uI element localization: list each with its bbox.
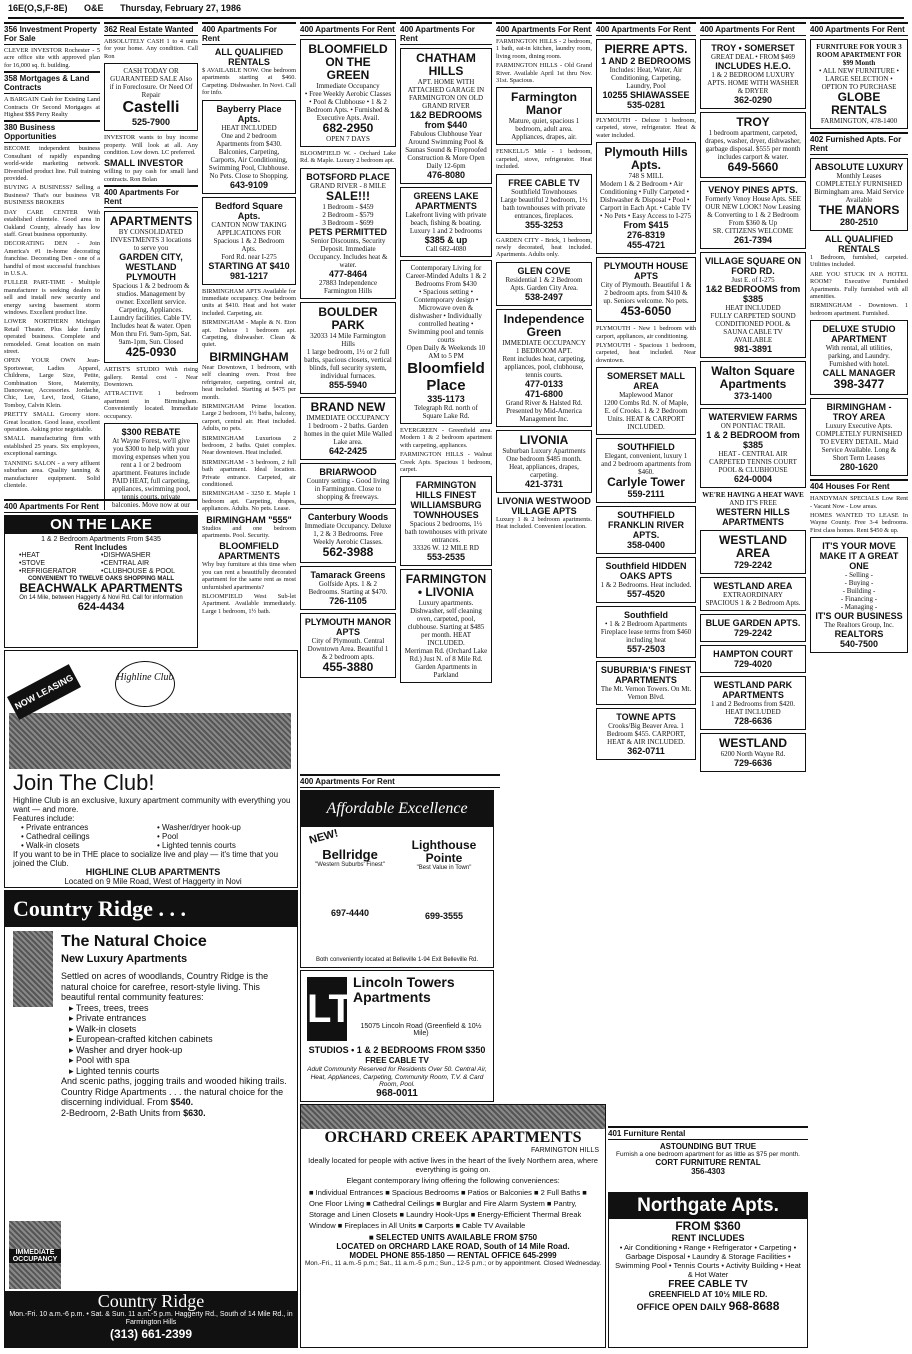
orchard-creek-illustration — [301, 1105, 605, 1129]
orchard-creek-ad: ORCHARD CREEK APARTMENTS FARMINGTON HILLS Ideally located for people with active lives in the heart of the lively Northern area, where everything is going on. Elegant contemporary living offering the following conveniences: ■ Individual Entrances ■ Spacious Bedrooms ■ Patios or Balconies ■ 2 Full Baths ■ One Floor Living ■ Cathedral Ceilings ■ Burglar and Fire Alarm System ■ Pantry, Storage and Linen Closets ■ Laundry Hook-Ups ■ Energy-Efficient Thermal Break Window ■ Fireplaces in All Units ■ Carports ■ Cable TV Available ■ SELECTED UNITS AVAILABLE FROM $750 LOCATED on ORCHARD LAKE ROAD, South of 14 Mile Road. MODEL PHONE 855-1850 — RENTAL OFFICE 645-2999 Mon.-Fri., 11 a.m.-5 p.m.; Sat., 11 a.m.-5 p.m.; Sun., 12-5 p.m.; or by appointment. Closed Wednesday. — [300, 1104, 606, 1348]
issue-date: Thursday, February 27, 1986 — [120, 3, 241, 13]
plymouth-hills-ad: Plymouth Hills Apts. 748 S MILL Modern 1 & 2 Bedroom • Air Conditioning • Fully Carpeted • Dishwasher & Disposal • Pool • Carport in Each Apt. • Cable TV • No Pets • Easy Access to I-275 From $415 276-8319 455-4721 — [596, 142, 696, 254]
highline-features: • Private entrances • Washer/dryer hook-up • Cathedral ceilings • Pool • Walk-in closets • Lighted tennis courts — [21, 823, 241, 850]
classified-ad: 1 Bedroom, furnished, carpeted. Utilities included. — [810, 254, 908, 269]
classified-ad: Luxury 1 & 2 bedroom apartments. Heat included. Convenient location. — [496, 515, 592, 531]
manors-ad: ABSOLUTE LUXURY Monthly Leases COMPLETELY FURNISHED Birmingham area. Maid Service Available THE MANORS 280-2510 — [810, 158, 908, 231]
classified-ad: DECORATING DEN - Join America's #1 in-home decorating franchise. Decorating Den - one of a handful of most successful franchises in U.S.A. — [4, 240, 100, 277]
briarwood-ad: BRIARWOOD Country setting - Good living in Farmington. Close to shopping & freeways. — [300, 463, 396, 505]
classified-ad: SMALL manufacturing firm with established 25 years. Six employees, exceptional earnings. — [4, 435, 100, 458]
bedford-square-ad: Bedford Square Apts. CANTON NOW TAKING APPLICATIONS FOR Spacious 1 & 2 Bedroom Apts. Ford Rd. near I-275 STARTING AT $410 981-1217 — [202, 197, 296, 285]
building-photo — [9, 713, 291, 769]
lincoln-towers-logo: LT — [307, 977, 347, 1041]
ad-heading: BIRMINGHAM "555" — [206, 514, 292, 525]
section-heading: 400 Apartments For Rent — [300, 22, 396, 36]
westland-wayne-ad: WESTLAND 6200 North Wayne Rd. 729-6636 — [700, 733, 806, 772]
plymouth-manor-ad: PLYMOUTH MANOR APTS City of Plymouth. Central Downtown Area. Beautiful 1 & 2 bedroom apts. 455-3880 — [300, 613, 396, 678]
section-heading: 400 Apartments For Rent — [596, 22, 696, 36]
classified-ad: INVESTOR wants to buy income property. Will look at all. Any condition. Low down. LC preferred. — [104, 134, 198, 157]
westland-extraordinary-ad: WESTLAND AREA EXTRAORDINARY SPACIOUS 1 & 2 Bedroom Apts. — [700, 577, 806, 611]
ad-heading: ALL QUALIFIED RENTALS — [824, 234, 894, 254]
deluxe-studio-ad: DELUXE STUDIO APARTMENT With rental, all utilities, parking, and Laundry. Furnished with hotel. CALL MANAGER 398-3477 — [810, 320, 908, 395]
highline-club-ad: Highline Club NOW LEASING Join The Club! Highline Club is an exclusive, luxury apartment community with everything you want — and more. Features include: • Private entrances • Washer/dryer hook-up • Cathedral ceilings • Pool • Walk-in closets • Lighted tennis courts If you want to be in THE place to socialize live and play — it's time that you joined the Club. HIGHLINE CLUB APARTMENTS Located on 9 Mile Road, West of Haggerty in Novi — [4, 650, 298, 888]
beachwalk-ad: ON THE LAKE 1 & 2 Bedroom Apartments From $435 Rent Includes •HEAT •DISHWASHER •STOVE •CENTRAL AIR •REFRIGERATOR •CLUBHOUSE & POOL CONVENIENT TO TWELVE OAKS SHOPPING MALL BEACHWALK APARTMENTS On 14 Mile, between Haggerty & Novi Rd. Call for information 624-4434 — [4, 515, 198, 648]
independence-green-ad: Independence Green IMMEDIATE OCCUPANCY 1 BEDROOM APT. Rent includes heat, carpeting, appliances, pool, clubhouse, tennis courts. 477-0133 471-6800 Grand River & Halsted Rd. Presented by Mid-America Management Inc. — [496, 309, 592, 427]
bloomfield-place-ad: Contemporary Living for Career-Minded Adults 1 & 2 Bedrooms From $430 • Spacious setting • Contemporary design • Microwave oven & dishwasher • Individually controlled heating • Swimming pool and tennis courts Open Daily & Weekends 10 AM to 5 PM Bloomfield Place 335-1173 Telegraph Rd. north of Square Lake Rd. — [400, 260, 492, 424]
classified-ad: CLEVER INVESTOR Rochester - 5 acre office site with approved plan for 16,000 sq. ft. building. — [4, 47, 100, 69]
classified-ad: $ AVAILABLE NOW. One bedroom apartments starting at $460. Carpeting. Dishwasher. In Novi. Call for info. — [202, 67, 296, 97]
section-heading: 402 Furnished Apts. For Rent — [810, 132, 908, 155]
pierre-apts-ad: PIERRE APTS. 1 AND 2 BEDROOMS Includes: Heat, Water, Air Conditioning, Carpeting, Laundry, Pool 10255 SHIAWASSEE 535-0281 — [596, 39, 696, 114]
birmingham-troy-ad: BIRMINGHAM - TROY AREA Luxury Executive Apts. COMPLETELY FURNISHED TO EVERY DETAIL. Maid Service Available. Long & Short Term Leases 280-1620 — [810, 398, 908, 476]
bayberry-ad: Bayberry Place Apts. HEAT INCLUDED One and 2 bedroom Apartments from $430. Balconies, Carpeting, Carports, Air Conditioning, Swimming Pool, Clubhouse. No Pets. Close to Shopping. 643-9109 — [202, 100, 296, 194]
column-5 — [400, 20, 492, 790]
classified-ad: HOMES WANTED TO LEASE In Wayne County. Free 3-4 bedrooms. First class homes. Rent $450 & up. — [810, 512, 908, 534]
farmington-livonia-ad: FARMINGTON • LIVONIA Luxury apartments. Dishwasher, self cleaning oven, carpeted, pool, clubhouse. Starting at $485 per month. HEAT INCLUDED. Merriman Rd. (Orchard Lake Rd.) Just N. of 8 Mile Rd. Garden Apartments in Parkland — [400, 569, 492, 683]
classified-ad: HANDYMAN SPECIALS Low Rent - Vacant Now - Low areas. — [810, 495, 908, 510]
section-heading: 400 Apartments For Rent — [700, 22, 806, 36]
classified-ad: ARE YOU STUCK IN A HOTEL ROOM? Executive Furnished Apartments. Fully furnished with all amenities. — [810, 270, 908, 301]
immediate-occupancy-label: IMMEDIATE OCCUPANCY — [9, 1249, 61, 1263]
classified-ad: BIRMINGHAM APTS Available for immediate occupancy. One bedroom units at $410. Heat and hot water included. Carpeting, air. — [202, 287, 296, 317]
classified-ad: BLOOMFIELD W. - Orchard Lake Rd. & Maple. Luxury 2 bedroom apt. — [300, 150, 396, 165]
westland-park-ad: WESTLAND PARK APARTMENTS 1 and 2 Bedrooms from $420. HEAT INCLUDED 728-6636 — [700, 676, 806, 730]
southfield-ad: SOUTHFIELD Elegant, convenient, luxury 1 and 2 bedroom apartments from $460. Carlyle Tower 559-2111 — [596, 438, 696, 503]
livonia-ad: LIVONIA Suburban Luxury Apartments One bedroom $485 month. Heat, appliances, drapes, carpeting. 421-3731 — [496, 430, 592, 493]
classified-ad: PLYMOUTH - Spacious 1 bedroom, carpeted, heat included. Near downtown. — [596, 342, 696, 364]
globe-rentals-ad: FURNITURE FOR YOUR 3 ROOM APARTMENT FOR $99 Month • ALL NEW FURNITURE • LARGE SELECTION • OPTION TO PURCHASE GLOBE RENTALS FARMINGTON, 478-1400 — [810, 39, 908, 129]
column-6 — [496, 20, 592, 790]
botsford-place-ad: BOTSFORD PLACE GRAND RIVER - 8 MILE SALE!!! 1 Bedroom - $459 2 Bedroom - $579 3 Bedroom - $699 PETS PERMITTED Senior Discounts, Security Deposit. Immediate Occupancy. Includes heat & water. 477-8464 27883 Independence Farmington Hills — [300, 168, 396, 299]
brand-new-ad: BRAND NEW IMMEDIATE OCCUPANCY 1 bedroom - 2 baths. Garden homes in the quiet Mile Walled Lake area. 642-2425 — [300, 397, 396, 460]
williamsburg-townhouses-ad: FARMINGTON HILLS FINEST WILLIAMSBURG TOWNHOUSES Spacious 2 bedrooms, 1½ bath townhouses with private entrances. 33326 W. 12 MILE RD 553-2535 — [400, 476, 492, 566]
classified-ad: Near Downtown, 1 bedroom, with self cleaning oven. Frost free refrigerator, carpeting, central air, heat included. Starting at $475 per month. — [202, 363, 296, 401]
page-header — [8, 3, 904, 19]
highline-headline: Join The Club! — [13, 770, 155, 795]
blue-garden-ad: BLUE GARDEN APTS. 729-2242 — [700, 614, 806, 642]
classified-ad: FARMINGTON HILLS - 2 bedroom, 1 bath, eat-in kitchen, laundry room, living room, dining room. — [496, 38, 592, 60]
village-square-ad: VILLAGE SQUARE ON FORD RD. Just E. of I-275 1&2 BEDROOMS from $385 HEAT INCLUDED FULLY CARPETED SOUND CONDITIONED POOL & SAUNA CABLE TV AVAILABLE 981-3891 — [700, 252, 806, 358]
suburbias-finest-ad: SUBURBIA'S FINEST APARTMENTS The Mt. Vernon Towers. On Mt. Vernon Blvd. — [596, 661, 696, 705]
page-folio: 16E(O,S,F-8E) — [8, 3, 68, 13]
hidden-oaks-ad: Southfield HIDDEN OAKS APTS 1 & 2 Bedrooms. Heat included. 557-4520 — [596, 557, 696, 603]
classified-ad: FARMINGTON HILLS - Walnut Creek Apts. Spacious 1 bedroom, carpet. — [400, 451, 492, 474]
consolidated-apartments-ad: APARTMENTS BY CONSOLIDATED INVESTMENTS 3 locations to serve you GARDEN CITY, WESTLAND PLYMOUTH Spacious 1 & 2 bedroom & studios. Management by owner. Excellent service. Carpeting, Appliances. Laundry facilities. Cable TV. Includes heat & water. Open Mon thru Fri. 9am-5pm, Sat. 9am-1pm, Sun. Closed 425-0930 — [104, 211, 198, 363]
section-heading: 400 Apartments For Rent — [496, 22, 592, 36]
column-1 — [4, 20, 100, 510]
ad-heading: WESTERN HILLS APARTMENTS — [716, 507, 790, 527]
ad-heading: AND IT'S FREE — [729, 499, 777, 507]
ad-heading: LIVONIA WESTWOOD VILLAGE APTS — [497, 495, 591, 516]
section-heading: 358 Mortgages & Land Contracts — [4, 71, 100, 94]
wayne-forest-ad: $300 REBATE At Wayne Forest, we'll give you $300 to help with your moving expenses when you rent a 1 or 2 bedroom apartment. Features include PAID HEAT, full carpeting, appliances, swimming pool, tennis courts, private balconies. Move now at our — [104, 423, 198, 510]
towne-apts-ad: TOWNE APTS Crooks/Big Beaver Area. 1 Bedroom $455. CARPORT, HEAT & AIR INCLUDED. 362-0711 — [596, 708, 696, 760]
affordable-excellence-ad: Affordable Excellence NEW! Bellridge "Western Suburbs' Finest" 697-4440 Lighthouse Pointe "Best Value in Town" 699-3555 Both conveniently located at Belleville 1-94 Exit Belleville Rd. — [300, 790, 494, 968]
free-cable-ad: FREE CABLE TV Southfield Townhouses Large beautiful 2 bedroom, 1½ bath townhouses with private entrances, fireplaces. 355-3253 — [496, 174, 592, 234]
classified-ad: FARMINGTON HILLS - Old Grand River. Available April 1st thru Nov. 31st. Spacious. — [496, 62, 592, 85]
classified-ad: BIRMINGHAM - Downtown. 1 bedroom apartment. Furnished. — [810, 302, 908, 317]
somerset-mall-ad: SOMERSET MALL AREA Maplewood Manor 1200 Combs Rd. N. of Maple, E. of Crooks. 1 & 2 Bedroom Units. HEAT & CARPORT INCLUDED. — [596, 367, 696, 435]
classified-ad: DAY CARE CENTER With established clientele. Good area in Oakland County, already has low staff. Great business opportunity. — [4, 208, 100, 238]
column-9 — [810, 20, 908, 1350]
classified-ad: BECOME independent business Consultant of rapidly expanding world-wide marketing network. Diversified product line. Full training provided. — [4, 145, 100, 183]
venoy-pines-ad: VENOY PINES APTS. Formerly Venoy House Apts. SEE OUR NEW LOOK! Now Leasing & Converting to 1 & 2 Bedroom From $360 & Up SR. CITIZENS WELCOME 261-7394 — [700, 181, 806, 249]
section-heading: 400 Apartments For Rent — [400, 22, 492, 45]
ad-heading: ALL QUALIFIED RENTALS — [214, 47, 284, 67]
classified-ad: GARDEN CITY - Brick, 1 bedroom, newly decorated, heat included. Apartments. Adults only. — [496, 236, 592, 259]
column-7 — [596, 20, 696, 790]
section-heading: 400 Apartments For Rent — [300, 774, 500, 788]
section-heading: 380 Business Opportunities — [4, 120, 100, 143]
classified-ad: BLOOMFIELD West Sub-let Apartment. Available immediately. Large 1 bedroom, 1½ bath. — [202, 593, 296, 615]
classified-ad: BIRMINGHAM Prime location. Large 2 bedroom, 1½ baths, balcony, carport, central air. Heat included. Adults, no pets. — [202, 402, 296, 433]
classified-ad: PRETTY SMALL Grocery store. Great location. Good lease, excellent operation. Asking price negotiable. — [4, 411, 100, 434]
section-heading: 400 Apartments For Rent — [4, 499, 198, 513]
classified-ad: TANNING SALON - a very affluent suburban area. Quality tanning & manufacturer equipment. Solid clientele. — [4, 459, 100, 489]
classified-ad: FULLER PART-TIME - Multiple manufacturer is seeking dealers to sell and install new security and energy saving basement storm windows. Excellent product line. — [4, 279, 100, 316]
walton-square-ad: Walton Square Apartments 373-1400 — [700, 361, 806, 405]
small-investor-heading: SMALL INVESTOR — [104, 158, 184, 169]
classified-ad: BIRMINGHAM - 3250 E. Maple 1 bedroom apt. Carpeting, drapes, appliances. Adults. No pets. Lease. — [202, 490, 296, 513]
northgate-ad: Northgate Apts. FROM $360 RENT INCLUDES • Air Conditioning • Range • Refrigerator • Carpeting • Garbage Disposal • Laundry & Storage Facilities • Swimming Pool • Tennis Courts • Activity Building • Heat & Hot Water FREE CABLE TV GREENFIELD AT 10½ MILE RD. OFFICE OPEN DAILY 968-8688 — [608, 1192, 808, 1348]
column-4 — [300, 20, 396, 810]
ad-heading: BLOOMFIELD APARTMENTS — [218, 541, 280, 562]
classified-ad: PLYMOUTH - New 1 bedroom with carport, appliances, air conditioning. — [596, 325, 696, 340]
boulder-park-ad: BOULDER PARK 32033 14 Mile Farmington Hills 1 large bedroom, 1½ or 2 full baths, spacious closets, vertical blinds, full security system, individual furnaces. 855-5940 — [300, 302, 396, 394]
country-ridge-footer: Country Ridge Mon.-Fri. 10 a.m.-6 p.m. • Sat. & Sun. 11 a.m.-5 p.m. Haggerty Rd., South of 14 Mile Rd., in Farmington Hills (313) 661-2399 — [5, 1291, 297, 1347]
tamarack-greens-ad: Tamarack Greens Golfside Apts. 1 & 2 Bedrooms. Starting at $470. 726-1105 — [300, 566, 396, 610]
troy-ad: TROY 1 bedroom apartment, carpeted, drapes, washer, dryer, dishwasher, garbage disposal. $555 per month includes carport & water. 649-5660 — [700, 112, 806, 178]
section-heading: 400 Apartments For Rent — [202, 22, 296, 45]
hampton-court-ad: HAMPTON COURT 729-4020 — [700, 645, 806, 673]
classified-ad: BIRMINGHAM - 3 bedroom, 2 full bath apartment. Ideal location. Private entrance. Carpeted, air conditioned. — [202, 458, 296, 488]
ad-heading: BIRMINGHAM — [209, 349, 289, 364]
column-2 — [104, 20, 198, 510]
bloomfield-green-ad: BLOOMFIELD ON THE GREEN Immediate Occupancy • Free Weekly Aerobic Classes • Pool & Clubhouse • 1 & 2 Bedroom Apts. • Furnished & Executive Apts. Avail. 682-2950 OPEN 7 DAYS — [300, 39, 396, 147]
country-ridge-title: Country Ridge . . . — [5, 891, 297, 927]
section-heading: 400 Apartments For Rent — [810, 22, 908, 36]
classified-ad: EVERGREEN - Greenfield area. Modern 1 & 2 bedroom apartment with carpeting, appliances. — [400, 427, 492, 449]
farmington-manor-ad: Farmington Manor Mature, quiet, spacious 1 bedroom, adult area. Appliances, drapes, air. — [496, 87, 592, 145]
classified-ad: A BARGAIN Cash for Existing Land Contracts Or Second Mortgages at Highest $$$ Perry Realty — [4, 96, 100, 119]
chatham-hills-ad: CHATHAM HILLS APT. HOME WITH ATTACHED GARAGE IN FARMINGTON ON OLD GRAND RIVER 1&2 BEDROOMS from $440 Fabulous Clubhouse Year Around Swimming Pool & Saunas Sound & Fireproofed Construction & More Open Daily 12-6pm 476-8080 — [400, 48, 492, 184]
classified-ad: BIRMINGHAM - Maple & N. Eton apt. Deluxe 1 bedroom apt. Carpeting, dishwasher. Clean & quiet. — [202, 319, 296, 349]
greens-lake-ad: GREENS LAKE APARTMENTS Lakefront living with private beach, fishing & boating. Luxury 1 and 2 bedrooms $385 & up Call 682-4080 — [400, 187, 492, 257]
glen-cove-ad: GLEN COVE Residential 1 & 2 Bedroom Apts. Garden City Area. 538-2497 — [496, 262, 592, 306]
classified-ad: ARTIST'S STUDIO With rising gallery. Rental cost - Near Downtown. — [104, 366, 198, 389]
now-leasing-banner: NOW LEASING — [7, 664, 81, 720]
tree-illustration — [13, 931, 53, 1007]
westland-area-ad: WESTLAND AREA 729-2242 — [700, 530, 806, 574]
classified-ad: FENKELL/5 Mile - 1 bedroom, carpeted, stove, refrigerator. Heat included. — [496, 148, 592, 171]
section-heading: 400 Apartments For Rent — [104, 185, 198, 208]
classified-ad: willing to pay cash for small land contracts. Ron Bolan — [104, 168, 198, 183]
classified-ad: OPEN YOUR OWN Jean-Sportswear, Ladies Apparel, Childrens, Large Size, Petite, Combination Store, Maternity, Dancewear, Accessories. Jordache, Chic, Lee, Levi, Izod, Gitano, Tomboy, Calvin Klein. — [4, 357, 100, 409]
ad-heading: WE'RE HAVING A HEAT WAVE — [702, 491, 804, 499]
section-heading: 401 Furniture Rental — [608, 1126, 808, 1140]
furniture-rental-section: 401 Furniture Rental ASTOUNDING BUT TRUE Furnish a one bedroom apartment for as little as $75 per month. CORT FURNITURE RENTAL 356-4303 — [608, 1124, 808, 1188]
plymouth-house-ad: PLYMOUTH HOUSE APTS City of Plymouth. Beautiful 1 & 2 bedroom apts. from $410 & up. Seniors welcome. No pets. 453-6050 — [596, 257, 696, 322]
waterview-farms-ad: WATERVIEW FARMS ON PONTIAC TRAIL 1 & 2 BEDROOM from $385 HEAT - CENTRAL AIR CARPETED TENNIS COURT POOL & CLUBHOUSE 624-0004 — [700, 408, 806, 488]
lincoln-towers-ad: LT Lincoln Towers Apartments 15075 Lincoln Road (Greenfield & 10½ Mile) STUDIOS • 1 & 2 BEDROOMS FROM $350 FREE CABLE TV Adult Community Reserved for Residents Over 50. Central Air, Heat, Appliances, Carpeting, Community Room, T.V. & Card Room, Pool. 968-0011 — [300, 970, 494, 1102]
classified-ad: BUYING A BUSINESS? Selling a Business? That's our business VR BUSINESS BROKERS — [4, 184, 100, 207]
troy-somerset-ad: TROY • SOMERSET GREAT DEAL • FROM $469 INCLUDES H.E.O. 1 & 2 BEDROOM LUXURY APTS. HOME WITH WASHER & DRYER 362-0290 — [700, 39, 806, 109]
section-name: O&E — [84, 3, 104, 13]
realtors-group-ad: IT'S YOUR MOVE MAKE IT A GREAT ONE - Selling - - Buying - - Building - - Financing - - Managing - IT'S OUR BUSINESS The Realtors Group, Inc. REALTORS 540-7500 — [810, 537, 908, 653]
classified-ad: ABSOLUTELY CASH 1 to 4 units for your home. Any condition. Call Ron — [104, 38, 198, 60]
southfield-2-ad: Southfield • 1 & 2 Bedroom Apartments Fireplace lease terms from $460 including heat 557-2503 — [596, 606, 696, 658]
castelli-ad: CASH TODAY OR GUARANTEED SALE Also if in Foreclosure. Or Need Of Repair Castelli 525-7900 — [104, 63, 198, 131]
classified-ad: Why buy furniture at this time when you can rent a beautifully decorated apartment for the same rent as most unfurnished apartments? — [202, 561, 296, 591]
classified-ad: ATTRACTIVE 1 bedroom apartment in Birmingham. Conveniently located. Immediate occupancy. — [104, 390, 198, 420]
column-8 — [700, 20, 806, 790]
country-ridge-features: ▸ Trees, trees, trees ▸ Private entrances ▸ Walk-in closets ▸ European-crafted kitchen cabinets ▸ Washer and dryer hook-up ▸ Pool with spa ▸ Lighted tennis courts — [69, 1002, 213, 1076]
country-ridge-ad: Country Ridge . . . The Natural Choice New Luxury Apartments Settled on acres of woodlands, Country Ridge is the natural choice for carefree, resort-style living. This beautiful rental community features: ▸ Trees, trees, trees ▸ Private entrances ▸ Walk-in closets ▸ European-crafted kitchen cabinets ▸ Washer and dryer hook-up ▸ Pool with spa ▸ Lighted tennis courts And scenic paths, jogging trails and wooded hiking trails. Country Ridge Apartments . . . the natural choice for the discerning individual. From $540. 2-Bedroom, 2-Bath Units from $630. IMMEDIATE OCCUPANCY Country Ridge Mon.-Fri. 10 a.m.-6 p.m. • Sat. & Sun. 11 a.m.-5 p.m. Haggerty Rd., South of 14 Mile Rd., in Farmington Hills (313) 661-2399 — [4, 890, 298, 1348]
franklin-river-ad: SOUTHFIELD FRANKLIN RIVER APTS. 358-0400 — [596, 506, 696, 554]
classified-ad: BIRMINGHAM Luxurious 2 bedroom, 2 baths. Quiet complex. Near downtown. Heat included. — [202, 434, 296, 457]
beachwalk-features: •HEAT •DISHWASHER •STOVE •CENTRAL AIR •REFRIGERATOR •CLUBHOUSE & POOL — [19, 552, 176, 575]
highline-logo: Highline Club — [115, 661, 175, 707]
canterbury-woods-ad: Canterbury Woods Immediate Occupancy. Deluxe 1, 2 & 3 Bedrooms. Free Weekly Aerobic Classes. 562-3988 — [300, 508, 396, 563]
section-heading: 356 Investment Property For Sale — [4, 22, 100, 45]
section-heading: 362 Real Estate Wanted — [104, 22, 198, 36]
section-heading: 404 Houses For Rent — [810, 479, 908, 493]
classified-ad: Studios and one bedroom apartments. Pool. Security. — [202, 524, 296, 539]
classified-ad: LOWER NORTHERN Michigan Retail Theater. Plus lake family operated business. Complete and remodeled. Great location on main street. — [4, 318, 100, 355]
classified-ad: PLYMOUTH - Deluxe 1 bedroom, carpeted, stove, refrigerator. Heat & water included. — [596, 117, 696, 139]
